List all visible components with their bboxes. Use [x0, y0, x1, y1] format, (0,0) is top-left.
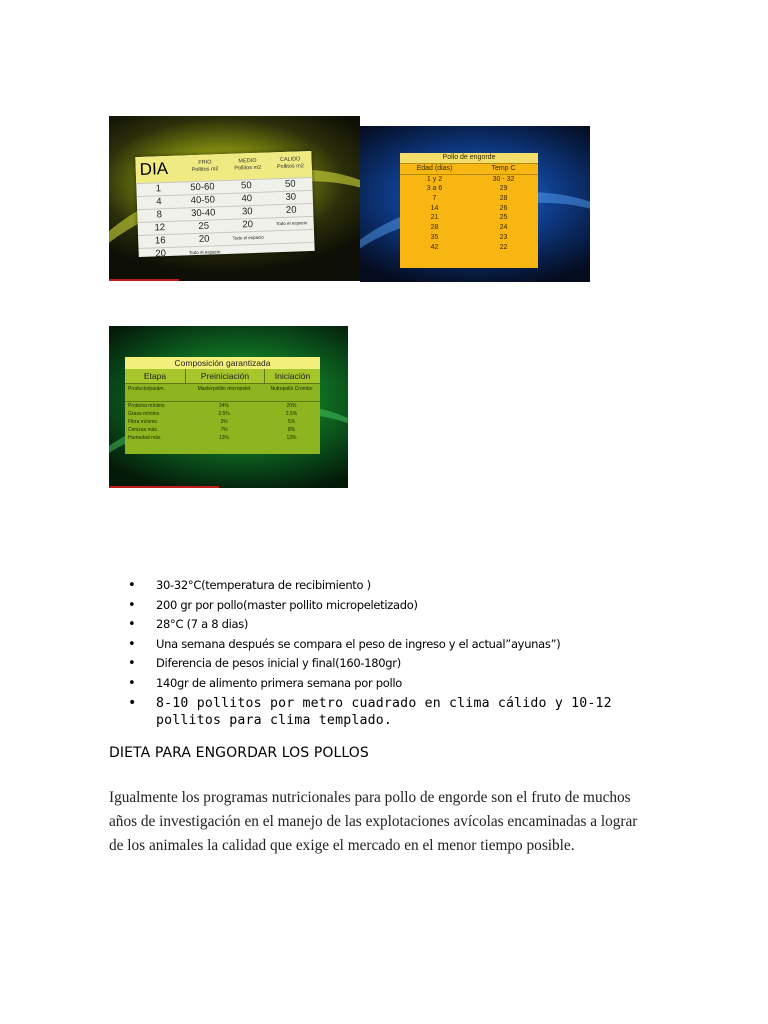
table-row: 8 30-40 30 20: [137, 203, 313, 222]
table-title: Composición garantizada: [125, 357, 320, 369]
table-row: 4 40-50 40 30: [137, 190, 313, 209]
table-row: Proteína mínimo 24% 20%: [128, 403, 297, 409]
list-item: • 8-10 pollitos por metro cuadrado en clima cálido y 10-12 pollitos para clima templado.: [128, 695, 626, 729]
table-row: 42 22: [430, 243, 508, 251]
table-row: Cenizas máx. 7% 8%: [128, 427, 296, 433]
list-item: • Diferencia de pesos inicial y final(160-180gr): [128, 654, 626, 674]
composicion-garantizada-image: [109, 326, 348, 488]
pollo-engorde-temperature-image: [360, 126, 590, 282]
table-row: 28 24: [430, 224, 508, 232]
list-item: • 28°C (7 a 8 dias): [128, 615, 626, 635]
body-paragraph: Igualmente los programas nutricionales para pollo de engorde son el fruto de muchos años de investigación en el manejo de las explotaciones avícolas encaminadas a lograr de los animales la calidad que exige el mercado en el menor tiempo posible.: [109, 789, 638, 854]
header-medio: MEDIO Pollitos m2: [234, 157, 262, 172]
table-header: Edad (dias) Temp C: [400, 164, 538, 175]
table-row: 21 25: [430, 214, 508, 222]
table-row: 12 25 20 Todo el espacio: [138, 216, 314, 235]
dia-density-table: [135, 151, 314, 260]
table-row: Grasa mínimo 3.5% 2.5%: [128, 411, 298, 417]
list-item: • 140gr de alimento primera semana por pollo: [128, 674, 626, 694]
temperature-table: [400, 153, 538, 268]
table-row: 7 28: [432, 195, 508, 203]
table-row: 14 26: [430, 204, 508, 212]
progress-line: [109, 486, 219, 488]
composition-table: [125, 357, 320, 454]
table-row: Fibra mínimo 3% 5%: [128, 419, 296, 425]
bullet-list: [128, 576, 626, 729]
table-row: 3 a 6 29: [426, 185, 508, 193]
table-subheader: Producto/parám. Masterpollito micropelet Nutrepollo Crombo: [125, 384, 320, 402]
table-row: 16 20 Todo el espacio: [138, 229, 314, 248]
list-item: • 200 gr por pollo(master pollito micropeletizado): [128, 596, 626, 616]
table-row: 1 50-60 50 50: [136, 177, 312, 196]
table-header: Etapa Preiniciación Iniciación: [125, 369, 320, 384]
dia-density-table-image: [109, 116, 360, 281]
table-row: 1 y 2 30 - 32: [426, 175, 515, 183]
list-item: • 30-32°C(temperatura de recibimiento ): [128, 576, 626, 596]
table-row: 35 23: [430, 233, 508, 241]
table-row: Humedad máx. 13% 13%: [128, 435, 297, 441]
table-title: Pollo de engorde: [400, 153, 538, 164]
header-dia: DIA: [139, 158, 169, 179]
header-calido: CALIDO Pollitos m2: [276, 156, 304, 170]
list-item: • Una semana después se compara el peso de ingreso y el actual”ayunas”): [128, 635, 626, 655]
header-frio: FRIO Pollitos m2: [191, 159, 219, 173]
section-heading: DIETA PARA ENGORDAR LOS POLLOS: [109, 745, 369, 761]
table-row: 20 Todo el espacio: [138, 242, 314, 261]
progress-line: [109, 279, 179, 281]
